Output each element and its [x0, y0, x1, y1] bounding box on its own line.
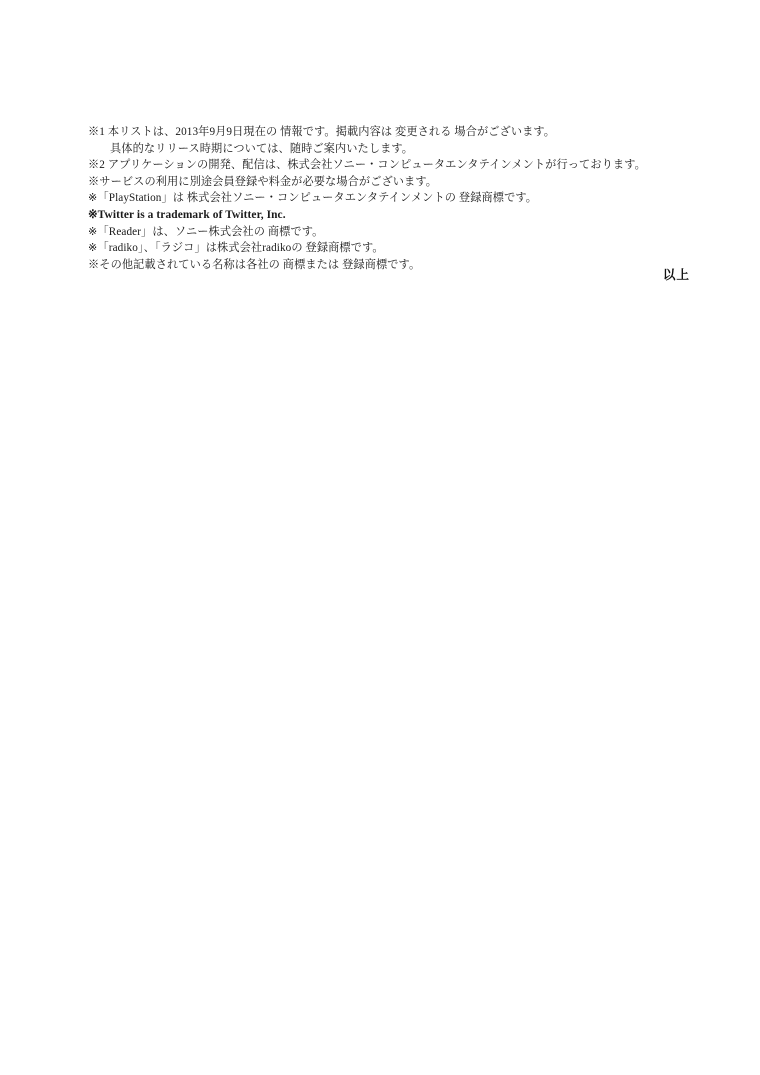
- footnote-line: ※「radiko」、「ラジコ」は株式会社radikoの 登録商標です。: [88, 242, 384, 255]
- footnote-line: ※1 本リストは、2013年9月9日現在の 情報です。掲載内容は 変更される 場合がございます。: [88, 126, 556, 138]
- closing-mark: 以上: [662, 268, 690, 282]
- footnote-line: ※Twitter is a trademark of Twitter, Inc.: [88, 208, 286, 221]
- footnote-line: 具体的なリリース時期については、随時ご案内いたします。: [110, 142, 414, 155]
- footnotes-block: [88, 124, 688, 273]
- footnote-line: ※2 アプリケーションの開発、配信は、株式会社ソニー・コンピュータエンタテインメントが行っております。: [88, 159, 646, 172]
- footnote-line: ※「Reader」は、ソニー株式会社の 商標です。: [88, 225, 324, 238]
- footnote-line: ※「PlayStation」は 株式会社ソニー・コンピュータエンタテインメントの 登録商標です。: [88, 192, 538, 205]
- footnote-line: ※サービスの利用に別途会員登録や料金が必要な場合がございます。: [88, 175, 438, 188]
- footnote-line: ※その他記載されている名称は各社の 商標または 登録商標です。: [88, 258, 421, 271]
